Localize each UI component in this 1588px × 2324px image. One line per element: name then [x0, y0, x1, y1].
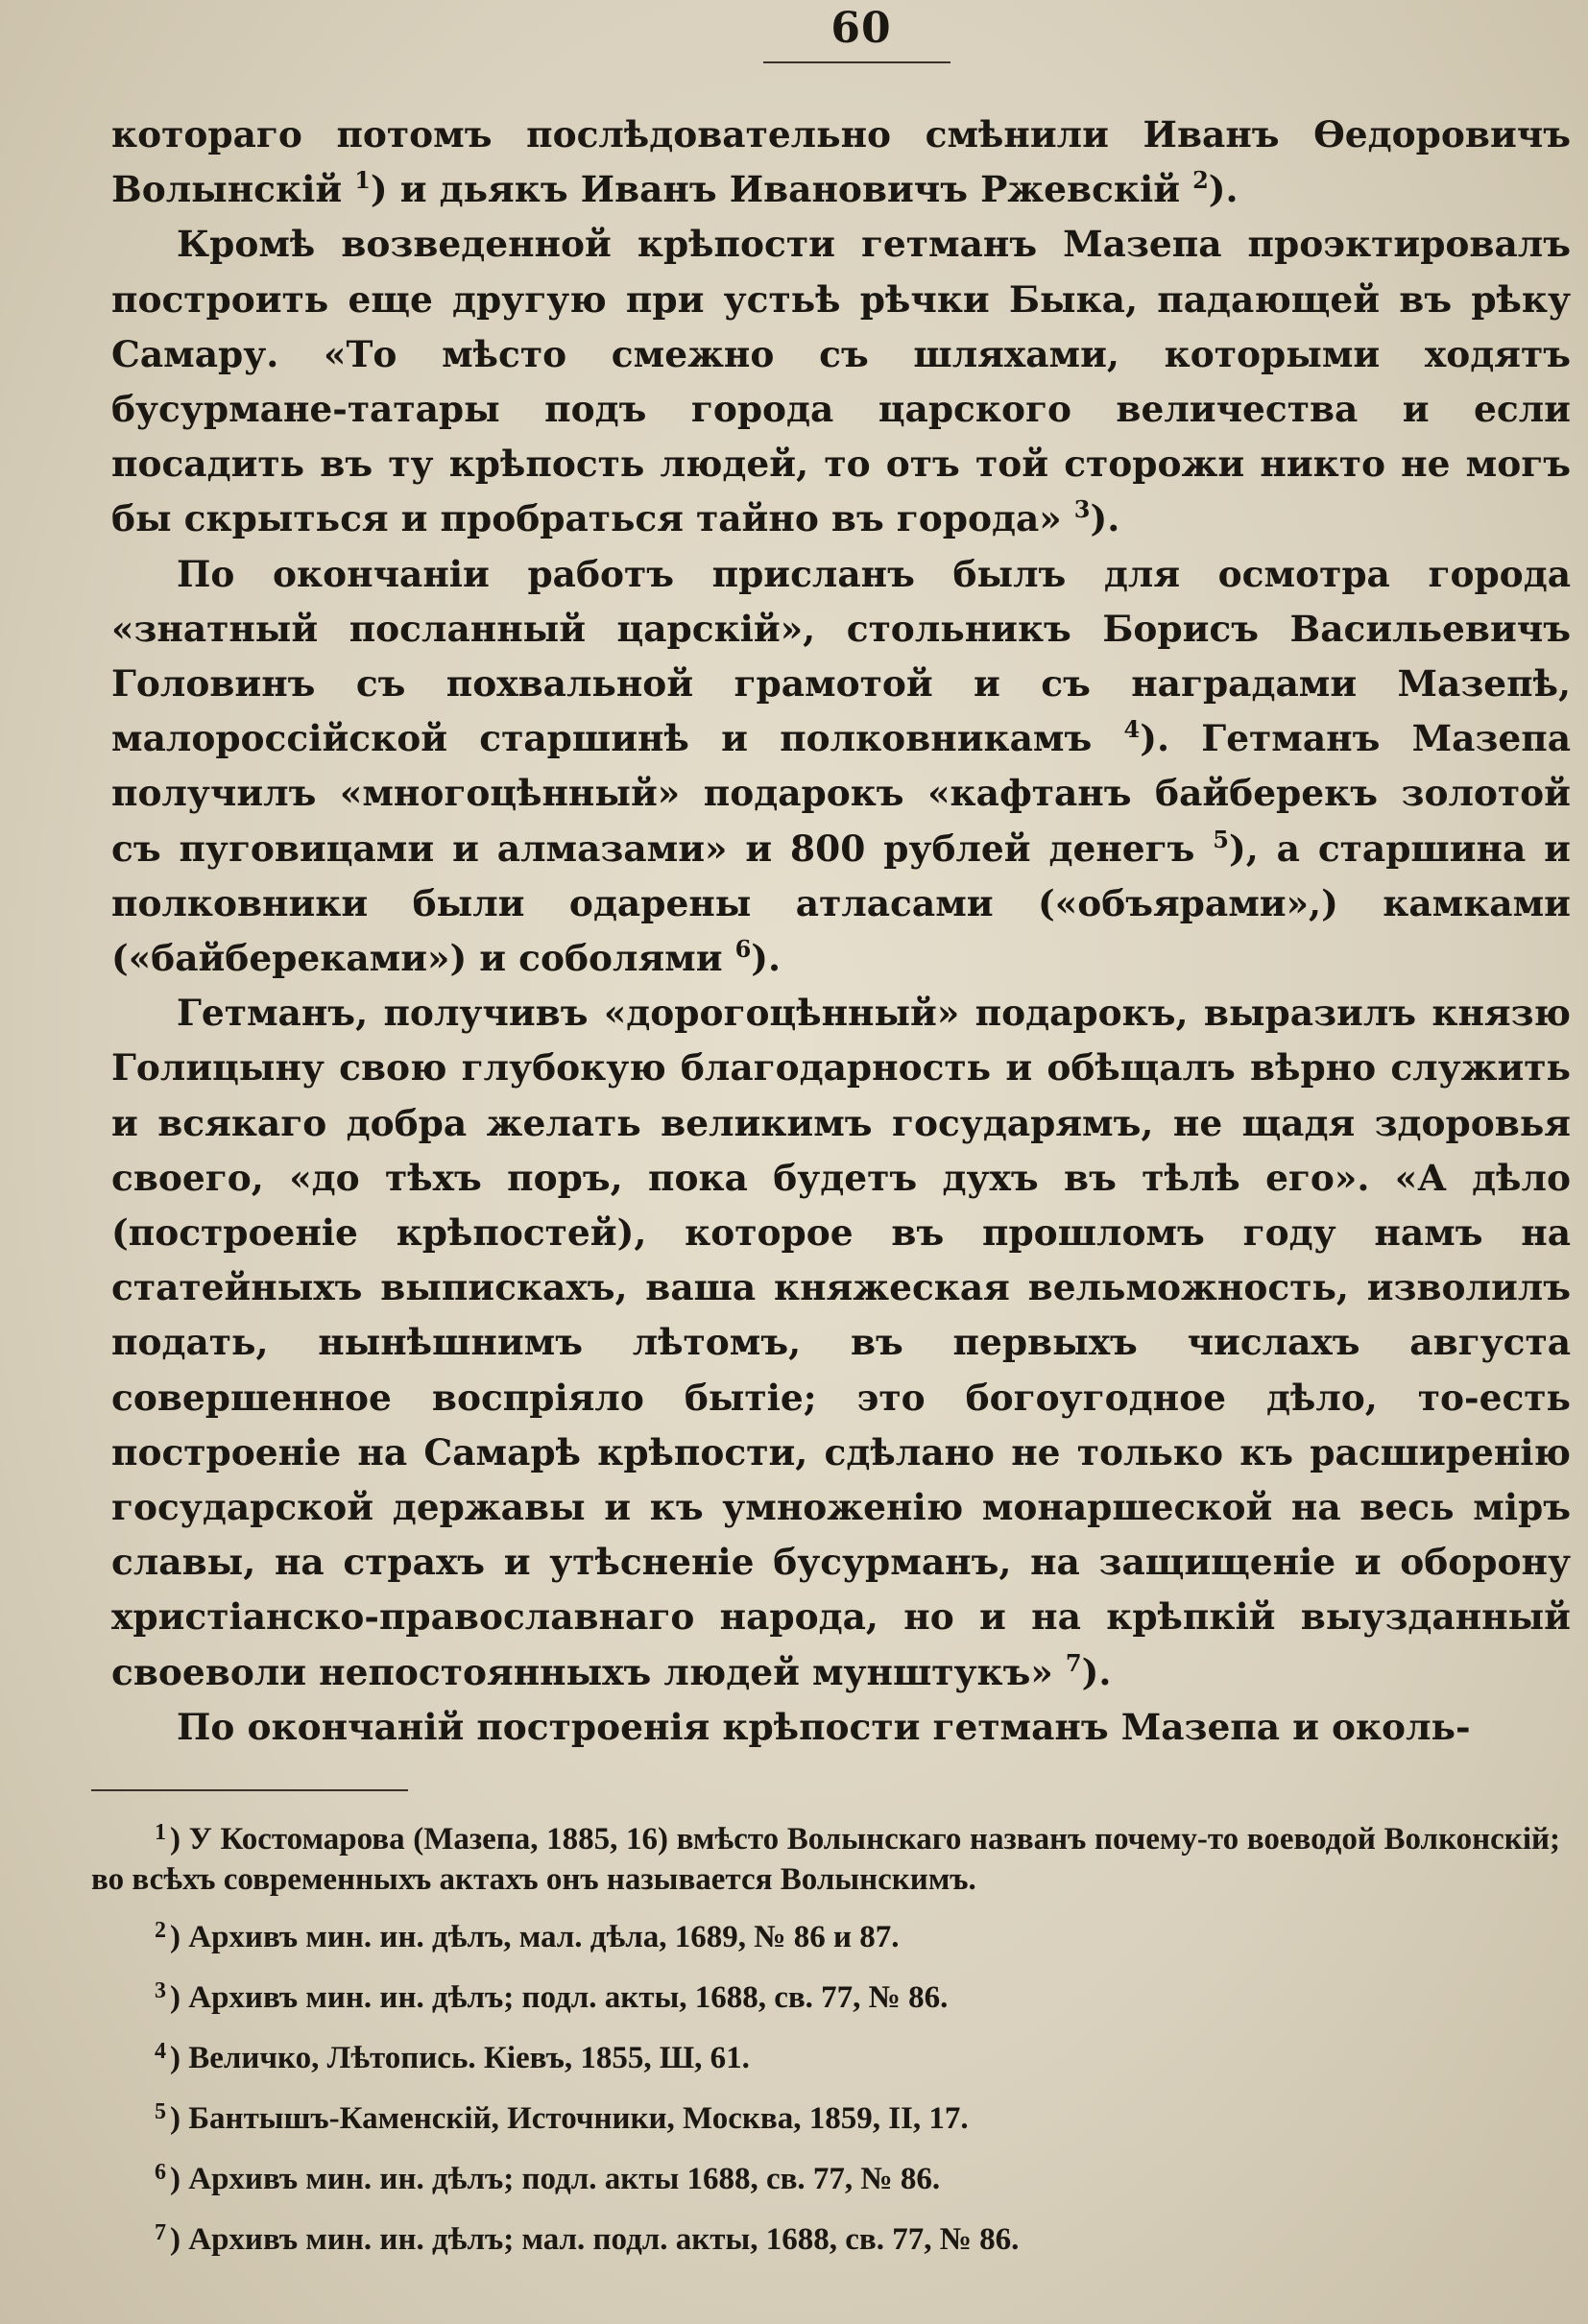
- footnote: [91, 1812, 1560, 1900]
- paragraph-text: ).: [1208, 168, 1239, 211]
- paragraph-text: ).: [751, 937, 782, 980]
- paragraph-text: ), а старшина и полковники были одарены атласами («объярами»,) камками («байбереками») и соболями: [111, 827, 1571, 980]
- footnote-reference: 1: [354, 166, 371, 195]
- paragraph: [111, 217, 1571, 546]
- main-text: [111, 108, 1571, 1755]
- footnote-reference: 6: [734, 935, 752, 964]
- footnote-text: ) Архивъ мин. ин. дѣлъ; подл. акты 1688, св. 77, № 86.: [170, 2162, 941, 2196]
- footnote-text: ) Архивъ мин. ин. дѣлъ, мал. дѣла, 1689, № 86 и 87.: [170, 1920, 900, 1954]
- page-number: 60: [830, 4, 892, 53]
- paragraph-text: По окончаній построенія крѣпости гетманъ Мазепа и околь-: [177, 1705, 1471, 1748]
- paragraph-text: Кромѣ возведенной крѣпости гетманъ Мазепа проэктировалъ построить еще другую при устьѣ рѣчки Быка, падающей въ рѣку Самару. «То мѣсто смежно съ шляхами, которыми ходятъ бусурмане-татары подъ города царского величества и если посадить въ ту крѣпость людей, то отъ той сторожи никто не могъ бы скрыться и пробраться тайно въ города»: [111, 223, 1571, 540]
- paragraph-text: котораго потомъ послѣдовательно смѣнили Иванъ Ѳедоровичъ Волынскій: [111, 113, 1571, 211]
- paragraph: [111, 986, 1571, 1700]
- paragraph-text: ) и дьякъ Иванъ Ивановичъ Ржевскій: [370, 168, 1193, 211]
- footnote-text: ) Архивъ мин. ин. дѣлъ; мал. подл. акты, 1688, св. 77, № 86.: [170, 2222, 1020, 2257]
- footnote-mark: 6: [155, 2160, 166, 2185]
- footnote-reference: 2: [1192, 166, 1209, 195]
- footnote-reference: 5: [1213, 825, 1229, 853]
- footnote-reference: 7: [1065, 1648, 1082, 1677]
- paragraph-text: Гетманъ, получивъ «дорогоцѣнный» подарокъ, выразилъ князю Голицыну свою глубокую благодарность и обѣщалъ вѣрно служить и всякаго добра желать великимъ государямъ, не щадя здоровья своего, «до тѣхъ поръ, пока будетъ духъ въ тѣлѣ его». «А дѣло (построеніе крѣпостей), которое въ прошломъ году намъ на статейныхъ выпискахъ, ваша княжеская вельможность, изволилъ подать, нынѣшнимъ лѣтомъ, въ первыхъ числахъ августа совершенное воспріяло бытіе; это богоугодное дѣло, то-есть построеніе на Самарѣ крѣпости, сдѣлано не только къ расширенію государской державы и къ умноженію монаршеской на весь міръ славы, на страхъ и утѣсненіе бусурманъ, на защищеніе и оборону христіанско-православнаго народа, но и на крѣпкій выузданный своеволи непостоянныхъ людей мунштукъ»: [111, 992, 1571, 1693]
- paragraph-text: По окончаніи работъ присланъ былъ для осмотра города «знатный посланный царскій», стольникъ Борисъ Васильевичъ Головинъ съ похвальной грамотой и съ наградами Мазепѣ, малороссійской старшинѣ и полковникамъ: [111, 552, 1571, 760]
- footnote-mark: 5: [155, 2099, 166, 2124]
- footnote-text: ) Бантышъ-Каменскій, Источники, Москва, 1859, II, 17.: [170, 2101, 969, 2136]
- paragraph: [111, 108, 1571, 217]
- footnote: [91, 2210, 1560, 2263]
- footnote: [91, 2149, 1560, 2202]
- footnotes: [91, 1812, 1560, 2263]
- footnote-text: ) Архивъ мин. ин. дѣлъ; подл. акты, 1688, св. 77, № 86.: [170, 1980, 949, 2015]
- footnote-mark: 2: [155, 1918, 166, 1943]
- footnote-text: ) Величко, Лѣтопись. Кіевъ, 1855, Ш, 61.: [170, 2041, 750, 2075]
- footnote-mark: 4: [155, 2039, 166, 2064]
- footnote-reference: 4: [1123, 715, 1141, 744]
- footnote-rule: [91, 1789, 408, 1791]
- footnote: [91, 1968, 1560, 2021]
- footnote-mark: 1: [155, 1820, 166, 1845]
- footnote-text: ) У Костомарова (Мазепа, 1885, 16) вмѣсто Волынскаго названъ почему-то воеводой Волконскій; во всѣхъ современныхъ актахъ онъ называется Волынскимъ.: [91, 1822, 1560, 1897]
- paragraph-text: ).: [1081, 1650, 1112, 1693]
- header-rule: [763, 61, 950, 63]
- paragraph-text: ).: [1090, 497, 1120, 540]
- footnote-reference: 3: [1073, 495, 1091, 524]
- paragraph: [111, 547, 1571, 987]
- footnote-mark: 3: [155, 1978, 166, 2003]
- footnote: [91, 2028, 1560, 2081]
- footnote-mark: 7: [155, 2220, 166, 2245]
- footnote: [91, 1907, 1560, 1960]
- paragraph: [111, 1700, 1571, 1755]
- paragraph-text: ). Гетманъ Мазепа получилъ «многоцѣнный» подарокъ «кафтанъ байберекъ золотой съ пуговицами и алмазами» и 800 рублей денегъ: [111, 717, 1571, 870]
- footnote: [91, 2089, 1560, 2142]
